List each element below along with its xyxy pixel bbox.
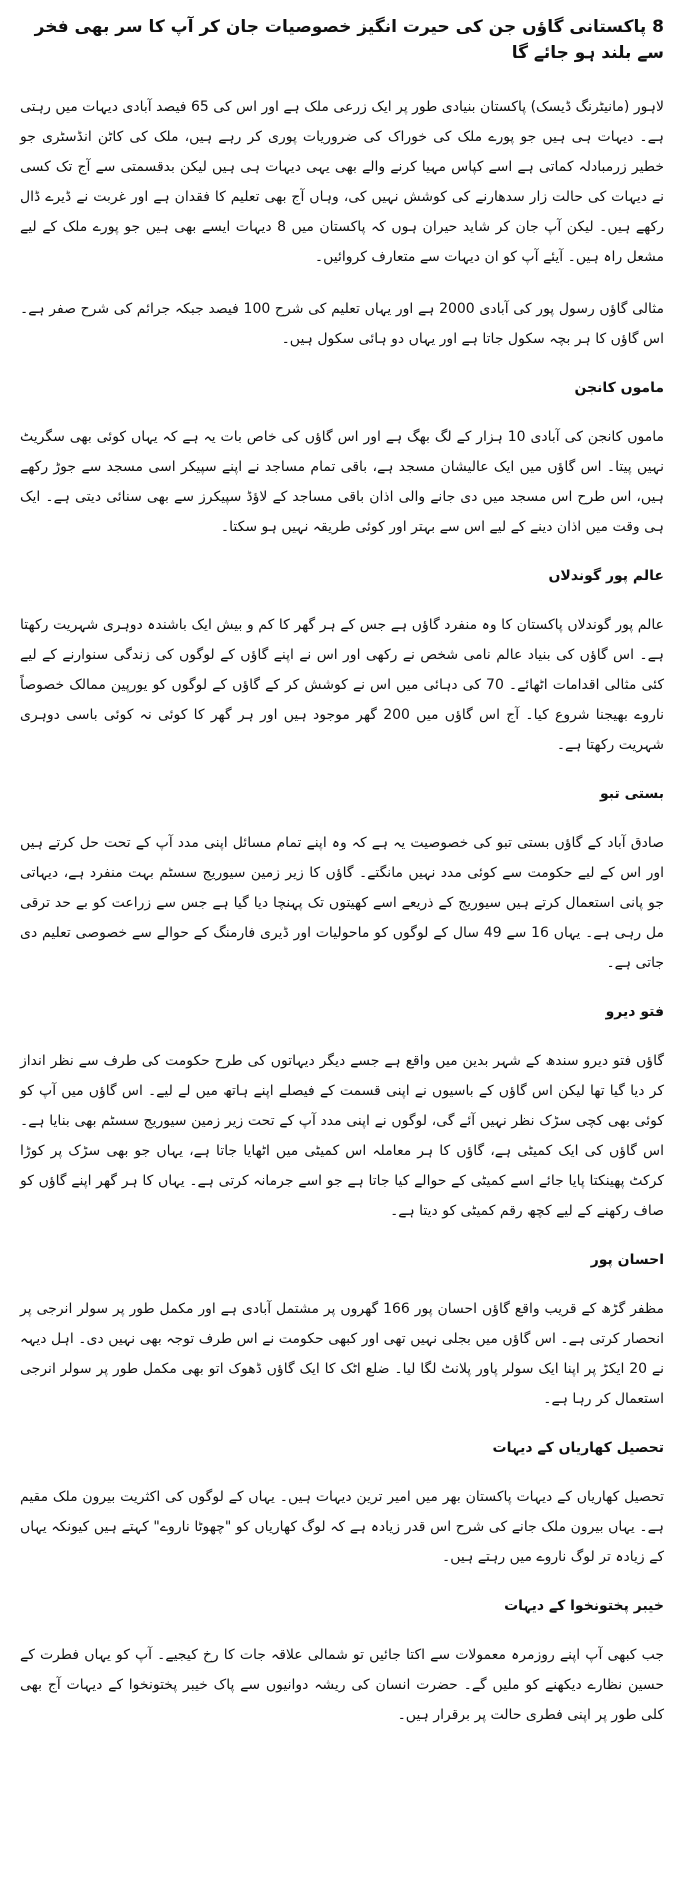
section-heading: فتو دیرو <box>605 1004 664 1020</box>
section-paragraph: جب کبھی آپ اپنے روزمرہ معمولات سے اکتا جائیں تو شمالی علاقہ جات کا رخ کیجیے۔ آپ کو یہاں فطرت کے حسین نظارے دیکھنے کو ملیں گے۔ حضرت انسان کی ریشہ دوانیوں سے پاک خیبر پختونخوا کے دیہات آج بھی کلی طور پر اپنی فطری حالت پر برقرار ہیں۔ <box>20 1647 664 1723</box>
section-heading: عالم پور گوندلاں <box>548 568 664 584</box>
section-heading: خیبر پختونخوا کے دیہات <box>504 1598 664 1614</box>
section-paragraph: مظفر گڑھ کے قریب واقع گاؤں احسان پور 166 گھروں پر مشتمل آبادی ہے اور مکمل طور پر سولر انرجی پر انحصار کرتی ہے۔ اس گاؤں میں بجلی نہیں تھی اور کبھی حکومت نے اس طرف توجہ بھی نہیں دی۔ اہل دیہہ نے 20 ایکڑ پر اپنا ایک سولر پاور پلانٹ لگا لیا۔ ضلع اٹک کا ایک گاؤں ڈھوک اتو بھی مکمل طور پر سولر انرجی استعمال کر رہا ہے۔ <box>20 1301 664 1407</box>
article-title: 8 پاکستانی گاؤں جن کی حیرت انگیز خصوصیات جان کر آپ کا سر بھی فخر سے بلند ہو جائے گا <box>34 17 664 63</box>
section-heading: احسان پور <box>590 1252 664 1268</box>
rasool-pur-paragraph: مثالی گاؤں رسول پور کی آبادی 2000 ہے اور یہاں تعلیم کی شرح 100 فیصد جبکہ جرائم کی شرح صفر ہے۔ اس گاؤں کا ہر بچہ سکول جاتا ہے اور یہاں دو ہائی سکول ہیں۔ <box>20 301 664 347</box>
section-paragraph: صادق آباد کے گاؤں بستی تبو کی خصوصیت یہ ہے کہ وہ اپنے تمام مسائل اپنی مدد آپ کے تحت حل کرتے ہیں اور اس کے لیے حکومت سے کوئی مدد نہیں مانگتے۔ گاؤں کا زیر زمین سیوریج سسٹم بہت منفرد ہے، دیہاتی جو پانی استعمال کرتے ہیں سیوریج کے ذریعے اسے کھیتوں تک پہنچا دیا گیا ہے جس سے زراعت کو بے حد ترقی مل رہی ہے۔ یہاں 16 سے 49 سال کے لوگوں کو ماحولیات اور ڈیری فارمنگ کے حوالے سے خصوصی تعلیم دی جاتی ہے۔ <box>20 835 664 971</box>
section-heading: تحصیل کھاریاں کے دیہات <box>492 1440 664 1456</box>
section-paragraph: ماموں کانجن کی آبادی 10 ہزار کے لگ بھگ ہے اور اس گاؤں کی خاص بات یہ ہے کہ یہاں کوئی بھی سگریٹ نہیں پیتا۔ اس گاؤں میں ایک عالیشان مسجد ہے، باقی تمام مساجد نے اپنے سپیکر اسی مسجد سے جوڑ رکھے ہیں، اس طرح اس مسجد میں دی جانے والی اذان باقی مساجد کے لاؤڈ سپیکرز سے بھی سنائی دیتی ہے۔ ایک ہی وقت میں اذان دینے کے لیے اس سے بہتر اور کوئی طریقہ نہیں ہو سکتا۔ <box>20 429 664 535</box>
section-heading: ماموں کانجن <box>574 380 664 396</box>
intro-paragraph: لاہور (مانیٹرنگ ڈیسک) پاکستان بنیادی طور پر ایک زرعی ملک ہے اور اس کی 65 فیصد آبادی دیہات میں رہتی ہے۔ دیہات ہی ہیں جو پورے ملک کی خوراک کی ضروریات پوری کر رہے ہیں، ملک کی کاٹن انڈسٹری جو خطیر زرمبادلہ کماتی ہے اسے کپاس مہیا کرنے والے بھی یہی دیہات ہی ہیں لیکن بدقسمتی سے آج تک کسی نے دیہات کی حالت زار سدھارنے کی کوشش نہیں کی، وہاں آج بھی تعلیم کا فقدان ہے اور غربت نے ڈیرے ڈال رکھے ہیں۔ لیکن آپ جان کر شاید حیران ہوں کہ پاکستان میں 8 دیہات ایسے بھی ہیں جو پورے ملک کے لیے مشعل راہ ہیں۔ آیئے آپ کو ان دیہات سے متعارف کروائیں۔ <box>20 99 664 265</box>
section-paragraph: گاؤں فتو دیرو سندھ کے شہر بدین میں واقع ہے جسے دیگر دیہاتوں کی طرح حکومت کی طرف سے نظر انداز کر دیا گیا تھا لیکن اس گاؤں کے باسیوں نے اپنی قسمت کے فیصلے اپنے ہاتھ میں لے لیے۔ اس گاؤں میں آپ کو کوئی بھی کچی سڑک نظر نہیں آئے گی، لوگوں نے اپنی مدد آپ کے تحت زیر زمین سیوریج سسٹم بھی بنایا ہے۔ اس گاؤں کی ایک کمیٹی ہے، گاؤں کا ہر معاملہ اس کمیٹی میں اٹھایا جاتا ہے، یہاں جو بھی سڑک پر کوڑا کرکٹ پھینکتا پایا جائے اسے کمیٹی کے حوالے کیا جاتا ہے جو اسے جرمانہ کرتی ہے۔ یہاں کا ہر گھر اپنے گاؤں کو صاف رکھنے کے لیے کچھ رقم کمیٹی کو دیتا ہے۔ <box>20 1053 664 1219</box>
section-paragraph: تحصیل کھاریاں کے دیہات پاکستان بھر میں امیر ترین دیہات ہیں۔ یہاں کے لوگوں کی اکثریت بیرون ملک مقیم ہے۔ یہاں بیرون ملک جانے کی شرح اس قدر زیادہ ہے کہ لوگ کھاریاں کو "چھوٹا ناروے" کہتے ہیں کیونکہ یہاں کے زیادہ تر لوگ ناروے میں رہتے ہیں۔ <box>20 1489 664 1565</box>
section-paragraph: عالم پور گوندلاں پاکستان کا وہ منفرد گاؤں ہے جس کے ہر گھر کا کم و بیش ایک باشندہ دوہری شہریت رکھتا ہے۔ اس گاؤں کی بنیاد عالم نامی شخص نے رکھی اور اس نے اپنے گاؤں کے لوگوں کی زندگی سنوارنے کے لیے کئی مثالی اقدامات اٹھائے۔ 70 کی دہائی میں اس نے کوشش کر کے گاؤں کے لوگوں کو یورپین ممالک خصوصاً ناروے بھیجنا شروع کیا۔ آج اس گاؤں میں 200 گھر موجود ہیں اور ہر گھر کا کوئی نہ کوئی باسی دوہری شہریت رکھتا ہے۔ <box>20 617 665 753</box>
section-heading: بستی تبو <box>599 786 664 802</box>
